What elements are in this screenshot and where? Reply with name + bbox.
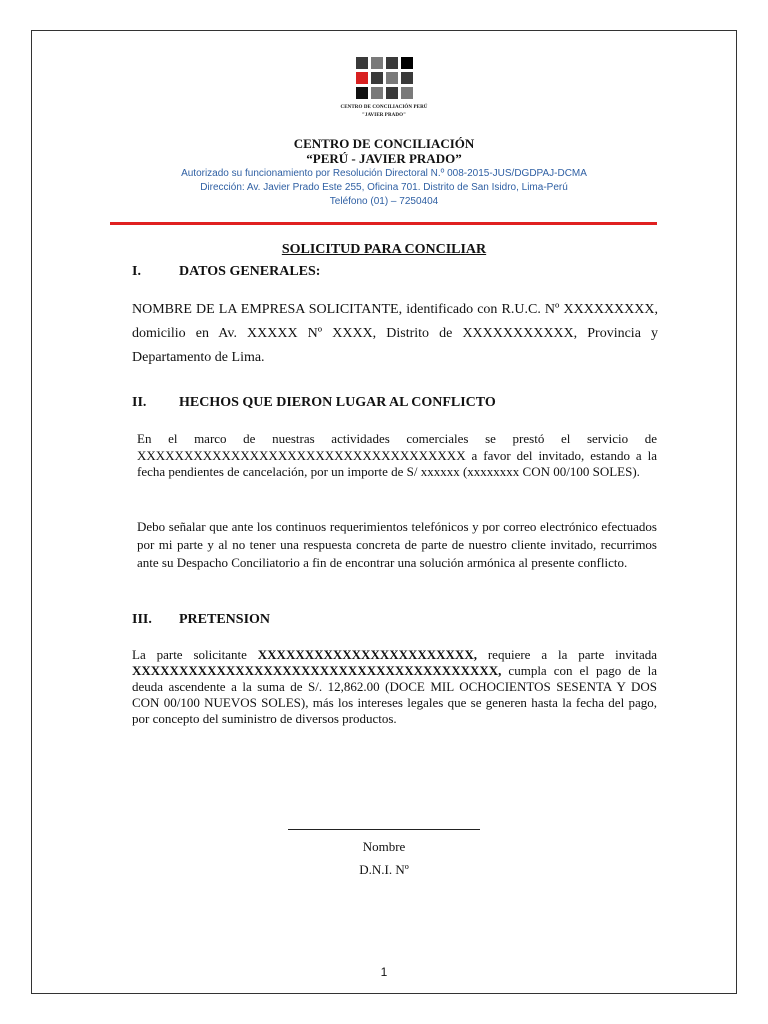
logo-square xyxy=(386,57,398,69)
section-heading-2 xyxy=(132,395,496,411)
logo-square xyxy=(356,57,368,69)
logo-square xyxy=(371,57,383,69)
logo-square xyxy=(356,72,368,84)
header-title-line1: CENTRO DE CONCILIACIÓN xyxy=(293,136,475,151)
logo-square xyxy=(356,87,368,99)
header-divider xyxy=(110,222,657,225)
logo-square xyxy=(386,72,398,84)
authorization-text: Autorizado su funcionamiento por Resolución Directoral N.º 008-2015-JUS/DGDPAJ-DCMA xyxy=(181,168,587,179)
header-title-line2: “PERÚ - JAVIER PRADO” xyxy=(306,151,462,166)
section-number: II. xyxy=(132,395,147,410)
logo-square xyxy=(401,57,413,69)
section-title: DATOS GENERALES: xyxy=(179,264,321,279)
logo-square xyxy=(386,87,398,99)
claim-text-1: La parte solicitante xyxy=(132,647,258,662)
claim-invited: XXXXXXXXXXXXXXXXXXXXXXXXXXXXXXXXXXXXXXX, xyxy=(132,663,502,678)
section-title: PRETENSION xyxy=(179,612,271,627)
section-title: HECHOS QUE DIERON LUGAR AL CONFLICTO xyxy=(179,395,496,410)
header-title xyxy=(110,136,658,166)
paragraph-facts-1: En el marco de nuestras actividades comerciales se prestó el servicio de XXXXXXXXXXXXXXXXXXXXXXXXXXXXXXXXXXX a favor del invitado, estando a la fecha pendientes de cancelación, por un importe de S/ xxxxxx (xxxxxxxx CON 00/100 SOLES). xyxy=(137,431,657,479)
paragraph-facts-2: Debo señalar que ante los continuos requerimientos telefónicos y por correo electrónico efectuados por mi parte y al no tener una respuesta concreta de parte de nuestro cliente invitado, recurrimos ante su Despacho Conciliatorio a fin de encontrar una solución armónica al presente conflicto. xyxy=(137,519,657,570)
institution-logo xyxy=(356,57,412,101)
page-number: 1 xyxy=(380,965,388,979)
logo-caption xyxy=(300,104,468,120)
logo-caption-line2: "JAVIER PRADO" xyxy=(362,113,406,118)
claim-text-3: cumpla con el pago de la deuda ascendente a la suma de S/. 12,862.00 (DOCE MIL OCHOCIENTOS SESENTA Y DOS CON 00/100 NUEVOS SOLES), más los intereses legales que se generen hasta la fecha del pago, por concepto del suministro de diversos productos. xyxy=(132,663,657,726)
section-number: III. xyxy=(132,612,152,627)
claim-text-2: requiere a la parte invitada xyxy=(476,647,657,662)
section-heading-1 xyxy=(132,264,320,280)
signature-line xyxy=(288,829,480,830)
logo-square xyxy=(401,87,413,99)
paragraph-general-data: NOMBRE DE LA EMPRESA SOLICITANTE, identificado con R.U.C. Nº XXXXXXXXX, domicilio en Av. XXXXX Nº XXXX, Distrito de XXXXXXXXXXX, Provincia y Departamento de Lima. xyxy=(132,302,658,365)
section-heading-3 xyxy=(132,612,270,628)
logo-square xyxy=(371,72,383,84)
logo-square xyxy=(401,72,413,84)
address-text: Dirección: Av. Javier Prado Este 255, Oficina 701. Distrito de San Isidro, Lima-Perú xyxy=(200,182,568,193)
section-number: I. xyxy=(132,264,141,279)
phone-text: Teléfono (01) – 7250404 xyxy=(329,196,439,207)
logo-caption-line1: CENTRO DE CONCILIACIÓN PERÚ xyxy=(340,105,428,110)
paragraph-claim xyxy=(132,647,657,727)
signature-name: Nombre xyxy=(362,839,406,854)
logo-square xyxy=(371,87,383,99)
header-info xyxy=(110,167,658,209)
document-title: SOLICITUD PARA CONCILIAR xyxy=(281,242,487,257)
signature-dni: D.N.I. Nº xyxy=(359,862,409,877)
claim-applicant: XXXXXXXXXXXXXXXXXXXXXXX, xyxy=(257,647,477,662)
